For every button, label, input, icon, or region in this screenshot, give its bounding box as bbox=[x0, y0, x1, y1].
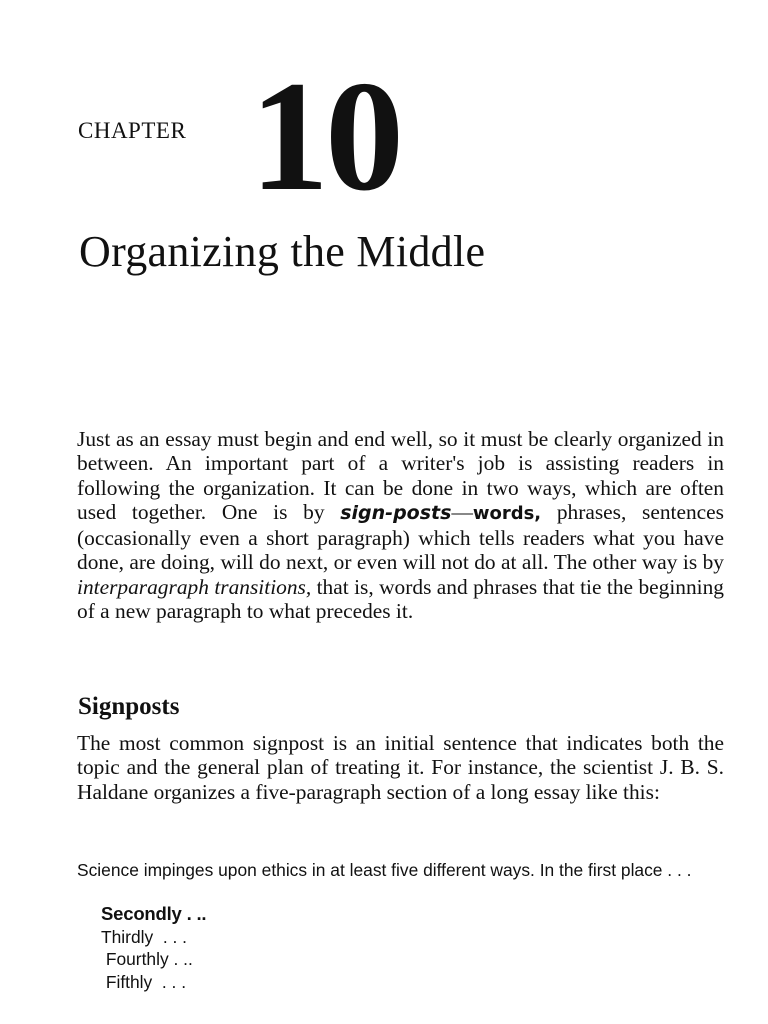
intro-text-3: phrases, sentences (occasionally even a short paragraph) which tells readers what you have done, are doing, will do next, or even will not do at all. The other way is by bbox=[77, 499, 724, 575]
chapter-label: CHAPTER bbox=[78, 118, 187, 143]
quote-item: Thirdly . . . bbox=[101, 926, 188, 947]
term-signposts: sign-posts bbox=[340, 501, 452, 524]
chapter-title: Organizing the Middle bbox=[79, 227, 486, 276]
quote-item: Secondly . .. bbox=[101, 903, 207, 924]
term-words: words, bbox=[472, 502, 542, 524]
quote-item: Fifthly . . . bbox=[101, 972, 187, 993]
intro-paragraph bbox=[77, 427, 724, 623]
intro-text-4: that is, words and phrases that tie the beginning of a new paragraph to what precedes it. bbox=[77, 574, 724, 624]
intro-dash: — bbox=[451, 499, 473, 524]
term-interparagraph-transitions: interparagraph transitions, bbox=[77, 574, 312, 599]
intro-text-1: Just as an essay must begin and end well, so it must be clearly organized in between. An important part of a writer's job is assisting readers in following the organization. It can be done in two ways, which are often used together. One is by bbox=[77, 427, 724, 524]
section-heading-signposts: Signposts bbox=[78, 693, 180, 720]
quote-first-line: Science impinges upon ethics in at least five different ways. In the first place . . . bbox=[77, 860, 692, 880]
signposts-paragraph: The most common signpost is an initial sentence that indicates both the topic and the general plan of treating it. For instance, the scientist J. B. S. Haldane organizes a five-paragraph section of a long essay like this: bbox=[77, 731, 724, 804]
quote-list bbox=[101, 903, 206, 994]
chapter-number: 10 bbox=[250, 49, 400, 224]
quote-item: Fourthly . .. bbox=[101, 949, 193, 970]
